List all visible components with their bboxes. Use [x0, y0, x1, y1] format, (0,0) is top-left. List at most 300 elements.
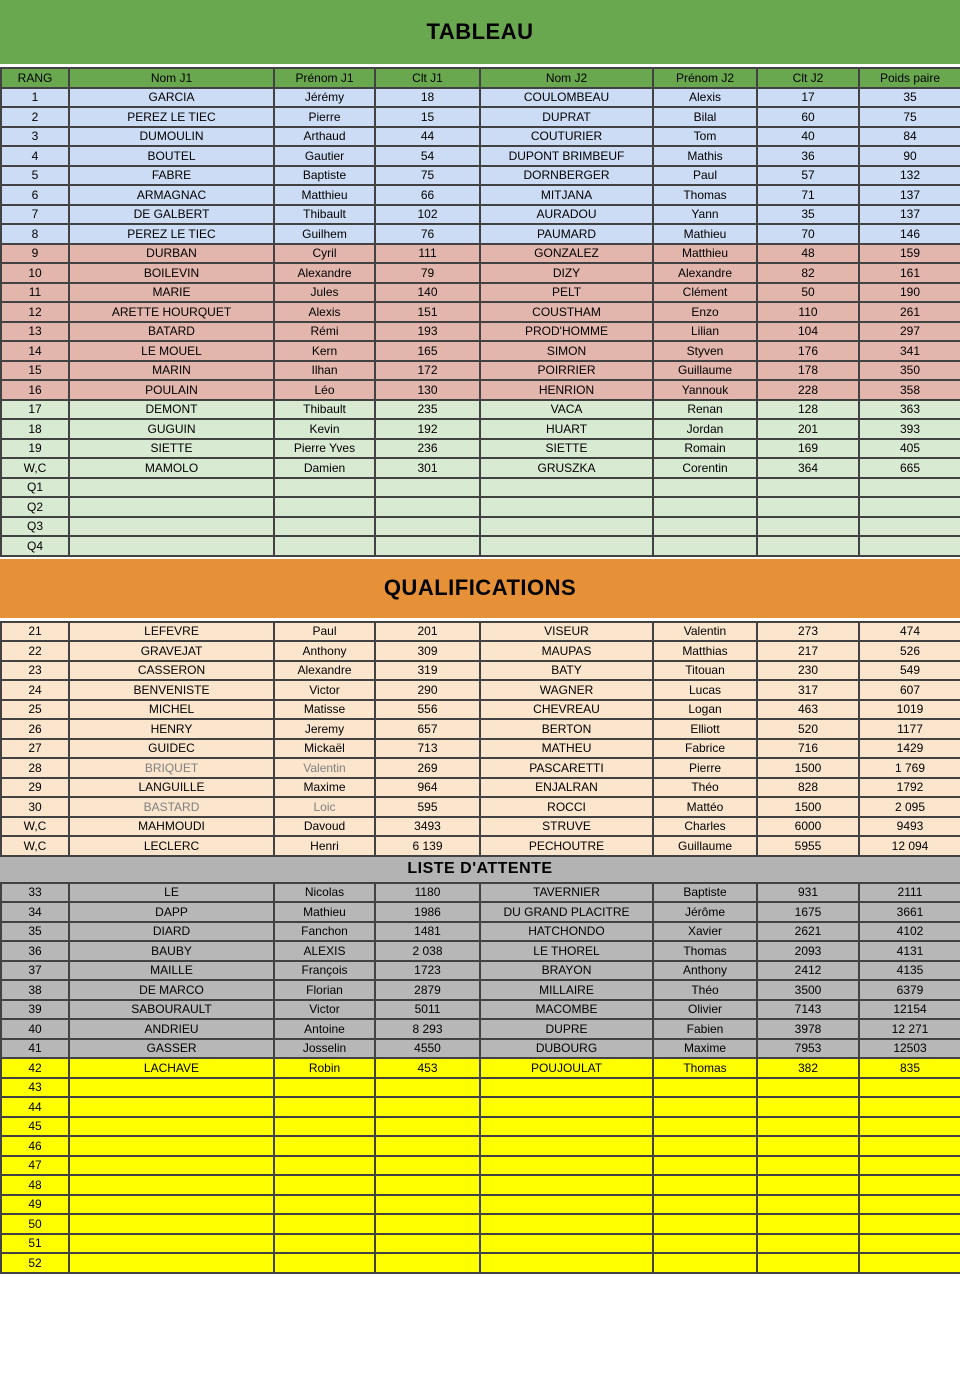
rank-cell: Q3 — [1, 517, 69, 537]
data-cell: LE — [69, 883, 274, 903]
table-row — [1, 719, 960, 739]
data-cell: 17 — [757, 88, 859, 108]
data-cell: VACA — [480, 400, 653, 420]
data-cell: SABOURAULT — [69, 1000, 274, 1020]
data-cell: MAHMOUDI — [69, 817, 274, 837]
data-cell — [480, 536, 653, 556]
data-cell: Théo — [653, 980, 757, 1000]
data-cell: Léo — [274, 380, 375, 400]
data-cell — [69, 517, 274, 537]
table-row — [1, 1156, 960, 1176]
data-cell — [480, 1117, 653, 1137]
data-cell — [653, 1214, 757, 1234]
table-row — [1, 400, 960, 420]
table-row — [1, 700, 960, 720]
data-cell: 273 — [757, 622, 859, 642]
data-cell — [69, 1195, 274, 1215]
data-cell: Théo — [653, 778, 757, 798]
data-cell: 290 — [375, 680, 480, 700]
data-cell — [375, 1117, 480, 1137]
data-cell: MARIE — [69, 283, 274, 303]
data-cell: GUGUIN — [69, 419, 274, 439]
data-cell: Jérôme — [653, 902, 757, 922]
data-cell — [274, 497, 375, 517]
data-cell: 5955 — [757, 836, 859, 856]
data-cell: 4102 — [859, 922, 960, 942]
data-cell: Fabrice — [653, 739, 757, 759]
data-cell: BAUBY — [69, 941, 274, 961]
data-cell — [375, 1156, 480, 1176]
data-cell: 90 — [859, 146, 960, 166]
data-cell: 2 095 — [859, 797, 960, 817]
table-row — [1, 1058, 960, 1078]
data-cell: 140 — [375, 283, 480, 303]
data-cell — [859, 497, 960, 517]
data-cell: 1481 — [375, 922, 480, 942]
data-cell: 8 293 — [375, 1019, 480, 1039]
data-cell: 6379 — [859, 980, 960, 1000]
column-header-clt-j2: Clt J2 — [757, 68, 859, 88]
table-row — [1, 380, 960, 400]
data-cell: MICHEL — [69, 700, 274, 720]
data-cell: 556 — [375, 700, 480, 720]
data-cell: 44 — [375, 127, 480, 147]
rank-cell: 36 — [1, 941, 69, 961]
data-cell: 595 — [375, 797, 480, 817]
data-cell — [859, 1136, 960, 1156]
data-cell: 66 — [375, 185, 480, 205]
table-row — [1, 88, 960, 108]
table-row — [1, 1253, 960, 1273]
data-cell: SIETTE — [69, 439, 274, 459]
table-row — [1, 302, 960, 322]
data-cell — [653, 1234, 757, 1254]
data-cell: BATY — [480, 661, 653, 681]
data-cell: Florian — [274, 980, 375, 1000]
data-cell — [757, 1136, 859, 1156]
data-cell: Clément — [653, 283, 757, 303]
data-cell — [69, 1078, 274, 1098]
data-cell: Jordan — [653, 419, 757, 439]
data-cell — [757, 1214, 859, 1234]
data-cell: Mathis — [653, 146, 757, 166]
data-cell: BERTON — [480, 719, 653, 739]
data-cell: 713 — [375, 739, 480, 759]
table-row — [1, 185, 960, 205]
data-cell — [757, 1195, 859, 1215]
data-cell: Henri — [274, 836, 375, 856]
data-cell: TAVERNIER — [480, 883, 653, 903]
rank-cell: 12 — [1, 302, 69, 322]
data-cell: 128 — [757, 400, 859, 420]
data-cell — [757, 1117, 859, 1137]
rank-cell: 49 — [1, 1195, 69, 1215]
data-cell: 217 — [757, 641, 859, 661]
data-cell: MILLAIRE — [480, 980, 653, 1000]
rank-cell: 41 — [1, 1039, 69, 1059]
data-cell — [69, 1214, 274, 1234]
data-cell: Jérémy — [274, 88, 375, 108]
data-cell: Alexandre — [653, 263, 757, 283]
data-cell: 350 — [859, 361, 960, 381]
data-cell: Jeremy — [274, 719, 375, 739]
data-cell: GONZALEZ — [480, 244, 653, 264]
data-cell — [757, 1234, 859, 1254]
data-cell: 235 — [375, 400, 480, 420]
data-cell: Mickaël — [274, 739, 375, 759]
data-cell — [69, 1234, 274, 1254]
rank-cell: Q1 — [1, 478, 69, 498]
data-cell: 7143 — [757, 1000, 859, 1020]
data-cell — [757, 1156, 859, 1176]
data-cell: PEREZ LE TIEC — [69, 107, 274, 127]
data-cell — [859, 1175, 960, 1195]
data-cell: Baptiste — [653, 883, 757, 903]
table-row — [1, 107, 960, 127]
data-cell: Pierre — [274, 107, 375, 127]
data-cell: 192 — [375, 419, 480, 439]
table-row — [1, 961, 960, 981]
table-row — [1, 341, 960, 361]
data-cell: 4550 — [375, 1039, 480, 1059]
data-cell — [480, 1214, 653, 1234]
data-cell: Alexandre — [274, 263, 375, 283]
data-cell: Anthony — [653, 961, 757, 981]
data-cell — [757, 517, 859, 537]
data-cell: Bilal — [653, 107, 757, 127]
tableau-banner — [0, 0, 960, 64]
table-row — [1, 1078, 960, 1098]
rank-cell: 4 — [1, 146, 69, 166]
data-cell: Anthony — [274, 641, 375, 661]
data-cell: Davoud — [274, 817, 375, 837]
data-cell — [480, 517, 653, 537]
table-row — [1, 661, 960, 681]
rank-cell: 8 — [1, 224, 69, 244]
data-cell — [757, 478, 859, 498]
table-row — [1, 1019, 960, 1039]
data-cell: 1792 — [859, 778, 960, 798]
data-cell: 317 — [757, 680, 859, 700]
data-cell — [274, 1097, 375, 1117]
data-cell: Paul — [653, 166, 757, 186]
rank-cell: 46 — [1, 1136, 69, 1156]
rank-cell: W,C — [1, 817, 69, 837]
data-cell: Thomas — [653, 941, 757, 961]
data-cell: 453 — [375, 1058, 480, 1078]
data-cell: 405 — [859, 439, 960, 459]
data-cell: 3978 — [757, 1019, 859, 1039]
data-cell — [653, 1156, 757, 1176]
rank-cell: 17 — [1, 400, 69, 420]
data-cell: 665 — [859, 458, 960, 478]
data-cell: Nicolas — [274, 883, 375, 903]
data-cell: 228 — [757, 380, 859, 400]
data-cell — [69, 1136, 274, 1156]
data-cell: 1180 — [375, 883, 480, 903]
data-cell: 382 — [757, 1058, 859, 1078]
data-cell: LEFEVRE — [69, 622, 274, 642]
data-cell — [653, 517, 757, 537]
data-cell: DUMOULIN — [69, 127, 274, 147]
data-cell — [480, 1136, 653, 1156]
table-row — [1, 1214, 960, 1234]
data-cell — [859, 1156, 960, 1176]
qualifications-title: QUALIFICATIONS — [383, 575, 577, 600]
data-cell: BOILEVIN — [69, 263, 274, 283]
data-cell — [480, 1195, 653, 1215]
qualifications-table — [0, 621, 960, 857]
data-cell — [69, 478, 274, 498]
data-cell: 110 — [757, 302, 859, 322]
data-cell: 137 — [859, 205, 960, 225]
data-cell: Matthieu — [274, 185, 375, 205]
data-cell — [859, 517, 960, 537]
data-cell: Guilhem — [274, 224, 375, 244]
data-cell: 4131 — [859, 941, 960, 961]
data-cell: 18 — [375, 88, 480, 108]
data-cell — [757, 1097, 859, 1117]
data-cell: Pierre — [653, 758, 757, 778]
data-cell: DORNBERGER — [480, 166, 653, 186]
data-cell: 964 — [375, 778, 480, 798]
data-cell — [757, 1078, 859, 1098]
data-cell: 193 — [375, 322, 480, 342]
rank-cell: 16 — [1, 380, 69, 400]
data-cell: LACHAVE — [69, 1058, 274, 1078]
rank-cell: 13 — [1, 322, 69, 342]
data-cell: Cyril — [274, 244, 375, 264]
data-cell: 835 — [859, 1058, 960, 1078]
rank-cell: 29 — [1, 778, 69, 798]
data-cell: 1675 — [757, 902, 859, 922]
data-cell: Kern — [274, 341, 375, 361]
data-cell — [480, 1234, 653, 1254]
data-cell: DAPP — [69, 902, 274, 922]
data-cell — [653, 536, 757, 556]
data-cell: AURADOU — [480, 205, 653, 225]
data-cell: CHEVREAU — [480, 700, 653, 720]
column-header-row — [1, 68, 960, 88]
data-cell: COUSTHAM — [480, 302, 653, 322]
table-row — [1, 1175, 960, 1195]
data-cell — [859, 536, 960, 556]
data-cell: Thomas — [653, 185, 757, 205]
table-row — [1, 361, 960, 381]
data-cell: Baptiste — [274, 166, 375, 186]
rank-cell: 34 — [1, 902, 69, 922]
data-cell: 3500 — [757, 980, 859, 1000]
data-cell: Renan — [653, 400, 757, 420]
data-cell: PAUMARD — [480, 224, 653, 244]
data-cell: PASCARETTI — [480, 758, 653, 778]
data-cell — [375, 1195, 480, 1215]
data-cell: 474 — [859, 622, 960, 642]
data-cell: 102 — [375, 205, 480, 225]
data-cell: Matisse — [274, 700, 375, 720]
data-cell: Valentin — [274, 758, 375, 778]
data-cell: Mattéo — [653, 797, 757, 817]
data-cell: 104 — [757, 322, 859, 342]
table-row — [1, 283, 960, 303]
data-cell — [69, 497, 274, 517]
data-cell: MAUPAS — [480, 641, 653, 661]
data-cell: DE MARCO — [69, 980, 274, 1000]
data-cell: COUTURIER — [480, 127, 653, 147]
data-cell: Alexis — [653, 88, 757, 108]
table-row — [1, 922, 960, 942]
data-cell — [859, 478, 960, 498]
data-cell — [69, 1117, 274, 1137]
data-cell: STRUVE — [480, 817, 653, 837]
data-cell: Robin — [274, 1058, 375, 1078]
data-cell: 1500 — [757, 758, 859, 778]
data-cell — [375, 536, 480, 556]
rank-cell: 38 — [1, 980, 69, 1000]
data-cell: 159 — [859, 244, 960, 264]
data-cell: PEREZ LE TIEC — [69, 224, 274, 244]
data-cell — [375, 478, 480, 498]
rank-cell: 14 — [1, 341, 69, 361]
data-cell: 12503 — [859, 1039, 960, 1059]
table-row — [1, 758, 960, 778]
data-cell: 54 — [375, 146, 480, 166]
data-cell: 230 — [757, 661, 859, 681]
tableau-title: TABLEAU — [426, 19, 534, 44]
data-cell — [859, 1078, 960, 1098]
data-cell: HATCHONDO — [480, 922, 653, 942]
rank-cell: 23 — [1, 661, 69, 681]
data-cell — [274, 1234, 375, 1254]
data-cell — [653, 1253, 757, 1273]
data-cell: Xavier — [653, 922, 757, 942]
column-header-poids-paire: Poids paire — [859, 68, 960, 88]
data-cell: 82 — [757, 263, 859, 283]
data-cell: MACOMBE — [480, 1000, 653, 1020]
data-cell: 526 — [859, 641, 960, 661]
table-row — [1, 497, 960, 517]
data-cell: Thibault — [274, 205, 375, 225]
data-cell: GASSER — [69, 1039, 274, 1059]
rank-cell: 25 — [1, 700, 69, 720]
data-cell: 364 — [757, 458, 859, 478]
data-cell — [757, 536, 859, 556]
data-cell: DU GRAND PLACITRE — [480, 902, 653, 922]
data-cell — [274, 536, 375, 556]
data-cell: PROD'HOMME — [480, 322, 653, 342]
rank-cell: Q4 — [1, 536, 69, 556]
column-header-rang: RANG — [1, 68, 69, 88]
data-cell: VISEUR — [480, 622, 653, 642]
data-cell — [274, 517, 375, 537]
data-cell — [859, 1195, 960, 1215]
data-cell — [480, 1097, 653, 1117]
data-cell: 35 — [757, 205, 859, 225]
data-cell — [375, 1097, 480, 1117]
data-cell: MARIN — [69, 361, 274, 381]
rank-cell: 43 — [1, 1078, 69, 1098]
rank-cell: 30 — [1, 797, 69, 817]
data-cell: 84 — [859, 127, 960, 147]
data-cell: Fabien — [653, 1019, 757, 1039]
data-cell: Guillaume — [653, 836, 757, 856]
data-cell — [653, 478, 757, 498]
data-cell — [274, 1253, 375, 1273]
table-row — [1, 1195, 960, 1215]
data-cell: 1986 — [375, 902, 480, 922]
data-cell: Corentin — [653, 458, 757, 478]
data-cell: Kevin — [274, 419, 375, 439]
data-cell: Matthias — [653, 641, 757, 661]
rank-cell: 51 — [1, 1234, 69, 1254]
data-cell: ROCCI — [480, 797, 653, 817]
table-row — [1, 224, 960, 244]
data-cell: Ilhan — [274, 361, 375, 381]
data-cell: Yann — [653, 205, 757, 225]
data-cell: Titouan — [653, 661, 757, 681]
data-cell: ARMAGNAC — [69, 185, 274, 205]
data-cell: Maxime — [653, 1039, 757, 1059]
liste-attente-table — [0, 882, 960, 1274]
data-cell — [375, 1234, 480, 1254]
rank-cell: 27 — [1, 739, 69, 759]
data-cell: PELT — [480, 283, 653, 303]
data-cell: 297 — [859, 322, 960, 342]
data-cell — [480, 478, 653, 498]
data-cell — [375, 517, 480, 537]
data-cell: Enzo — [653, 302, 757, 322]
data-cell — [653, 1097, 757, 1117]
data-cell: 828 — [757, 778, 859, 798]
rank-cell: 15 — [1, 361, 69, 381]
data-cell: FABRE — [69, 166, 274, 186]
data-cell: BRAYON — [480, 961, 653, 981]
data-cell: Mathieu — [653, 224, 757, 244]
rank-cell: 42 — [1, 1058, 69, 1078]
data-cell: LE MOUEL — [69, 341, 274, 361]
data-cell: 201 — [757, 419, 859, 439]
data-cell: 2 038 — [375, 941, 480, 961]
table-row — [1, 146, 960, 166]
data-cell — [480, 497, 653, 517]
data-cell — [653, 1117, 757, 1137]
data-cell: ENJALRAN — [480, 778, 653, 798]
data-cell: 137 — [859, 185, 960, 205]
data-cell: 50 — [757, 283, 859, 303]
data-cell: WAGNER — [480, 680, 653, 700]
data-cell: Lilian — [653, 322, 757, 342]
data-cell: SIMON — [480, 341, 653, 361]
data-cell: DIARD — [69, 922, 274, 942]
data-cell: LECLERC — [69, 836, 274, 856]
data-cell — [859, 1234, 960, 1254]
data-cell: 172 — [375, 361, 480, 381]
data-cell: 76 — [375, 224, 480, 244]
data-cell: 9493 — [859, 817, 960, 837]
data-cell — [69, 1175, 274, 1195]
data-cell — [757, 1253, 859, 1273]
data-cell: 169 — [757, 439, 859, 459]
data-cell: BASTARD — [69, 797, 274, 817]
table-row — [1, 739, 960, 759]
data-cell: 176 — [757, 341, 859, 361]
rank-cell: 3 — [1, 127, 69, 147]
data-cell: Alexandre — [274, 661, 375, 681]
table-row — [1, 680, 960, 700]
data-cell: Mathieu — [274, 902, 375, 922]
table-row — [1, 883, 960, 903]
data-cell: 2621 — [757, 922, 859, 942]
